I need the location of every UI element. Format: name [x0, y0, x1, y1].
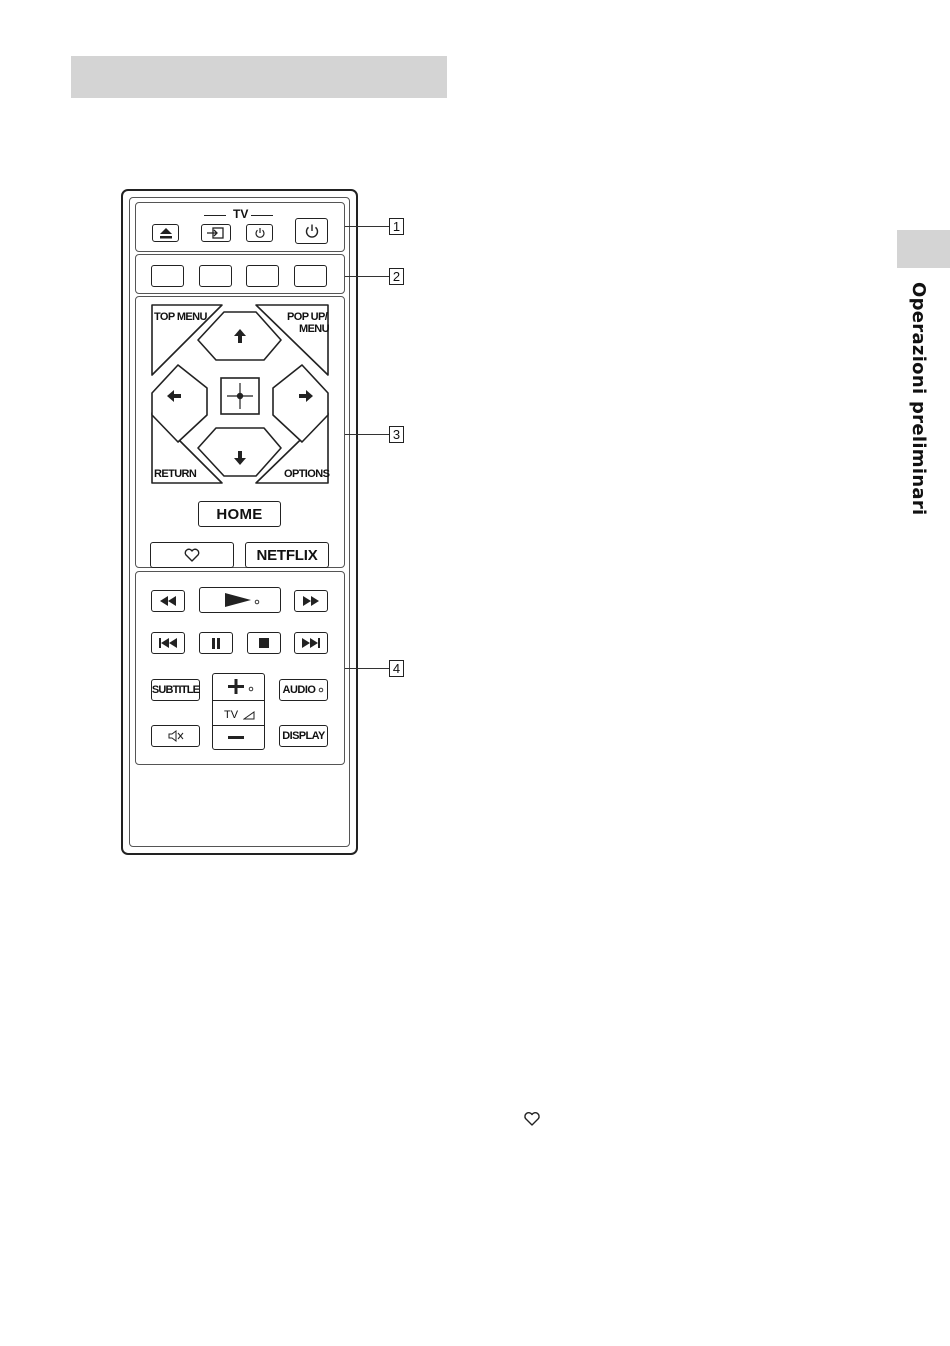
callout-line-1 — [345, 226, 389, 227]
volume-down-button[interactable] — [213, 726, 263, 750]
side-tab — [897, 230, 950, 268]
plus-icon — [228, 679, 244, 694]
tv-input-button[interactable] — [201, 224, 231, 242]
fast-forward-button[interactable] — [294, 590, 328, 612]
volume-label: TV — [224, 709, 239, 721]
top-menu-label: TOP MENU — [154, 311, 207, 323]
heart-icon — [523, 1110, 541, 1128]
callout-2: 2 — [389, 268, 404, 285]
stop-icon — [259, 638, 269, 648]
tv-group-label: TV — [204, 208, 274, 222]
play-button[interactable] — [199, 587, 281, 613]
green-button[interactable] — [199, 265, 232, 287]
callout-line-4 — [345, 668, 389, 669]
minus-icon — [228, 736, 244, 739]
audio-button[interactable]: AUDIO — [279, 679, 328, 701]
eject-button[interactable] — [152, 224, 179, 242]
display-button[interactable]: DISPLAY — [279, 725, 328, 747]
pause-button[interactable] — [199, 632, 233, 654]
favorite-button[interactable] — [150, 542, 234, 568]
section-label: Operazioni preliminari — [908, 282, 929, 516]
next-button[interactable] — [294, 632, 328, 654]
home-button[interactable]: HOME — [198, 501, 281, 527]
input-icon — [206, 226, 226, 240]
subtitle-button[interactable]: SUBTITLE — [151, 679, 200, 701]
yellow-button[interactable] — [246, 265, 279, 287]
pause-icon — [211, 638, 221, 649]
blue-button[interactable] — [294, 265, 327, 287]
volume-rocker — [212, 673, 265, 750]
popup-label-line1: POP UP/ — [287, 311, 328, 323]
volume-icon — [243, 711, 255, 720]
callout-line-2 — [345, 276, 389, 277]
fast-forward-icon — [302, 596, 320, 606]
tv-power-icon — [254, 227, 266, 239]
rewind-icon — [159, 596, 177, 606]
mute-button[interactable] — [151, 725, 200, 747]
tv-power-button[interactable] — [246, 224, 273, 242]
eject-icon — [159, 228, 173, 239]
volume-up-button[interactable] — [213, 674, 263, 700]
rewind-button[interactable] — [151, 590, 185, 612]
mute-icon — [168, 730, 184, 742]
power-icon — [304, 223, 320, 239]
play-icon — [217, 592, 263, 608]
volume-up-dot-icon — [249, 687, 253, 691]
popup-label-line2: MENU — [299, 323, 329, 335]
header-bar — [71, 56, 447, 98]
return-label: RETURN — [154, 468, 197, 480]
callout-1: 1 — [389, 218, 404, 235]
dpad-cluster — [147, 302, 333, 486]
callout-3: 3 — [389, 426, 404, 443]
next-icon — [301, 638, 321, 648]
previous-button[interactable] — [151, 632, 185, 654]
previous-icon — [158, 638, 178, 648]
power-button[interactable] — [295, 218, 328, 244]
audio-dot-icon — [318, 687, 324, 693]
heart-icon — [184, 548, 200, 562]
options-label: OPTIONS — [284, 468, 330, 480]
callout-4: 4 — [389, 660, 404, 677]
netflix-button[interactable]: NETFLIX — [245, 542, 329, 568]
stop-button[interactable] — [247, 632, 281, 654]
red-button[interactable] — [151, 265, 184, 287]
callout-line-3 — [345, 434, 389, 435]
